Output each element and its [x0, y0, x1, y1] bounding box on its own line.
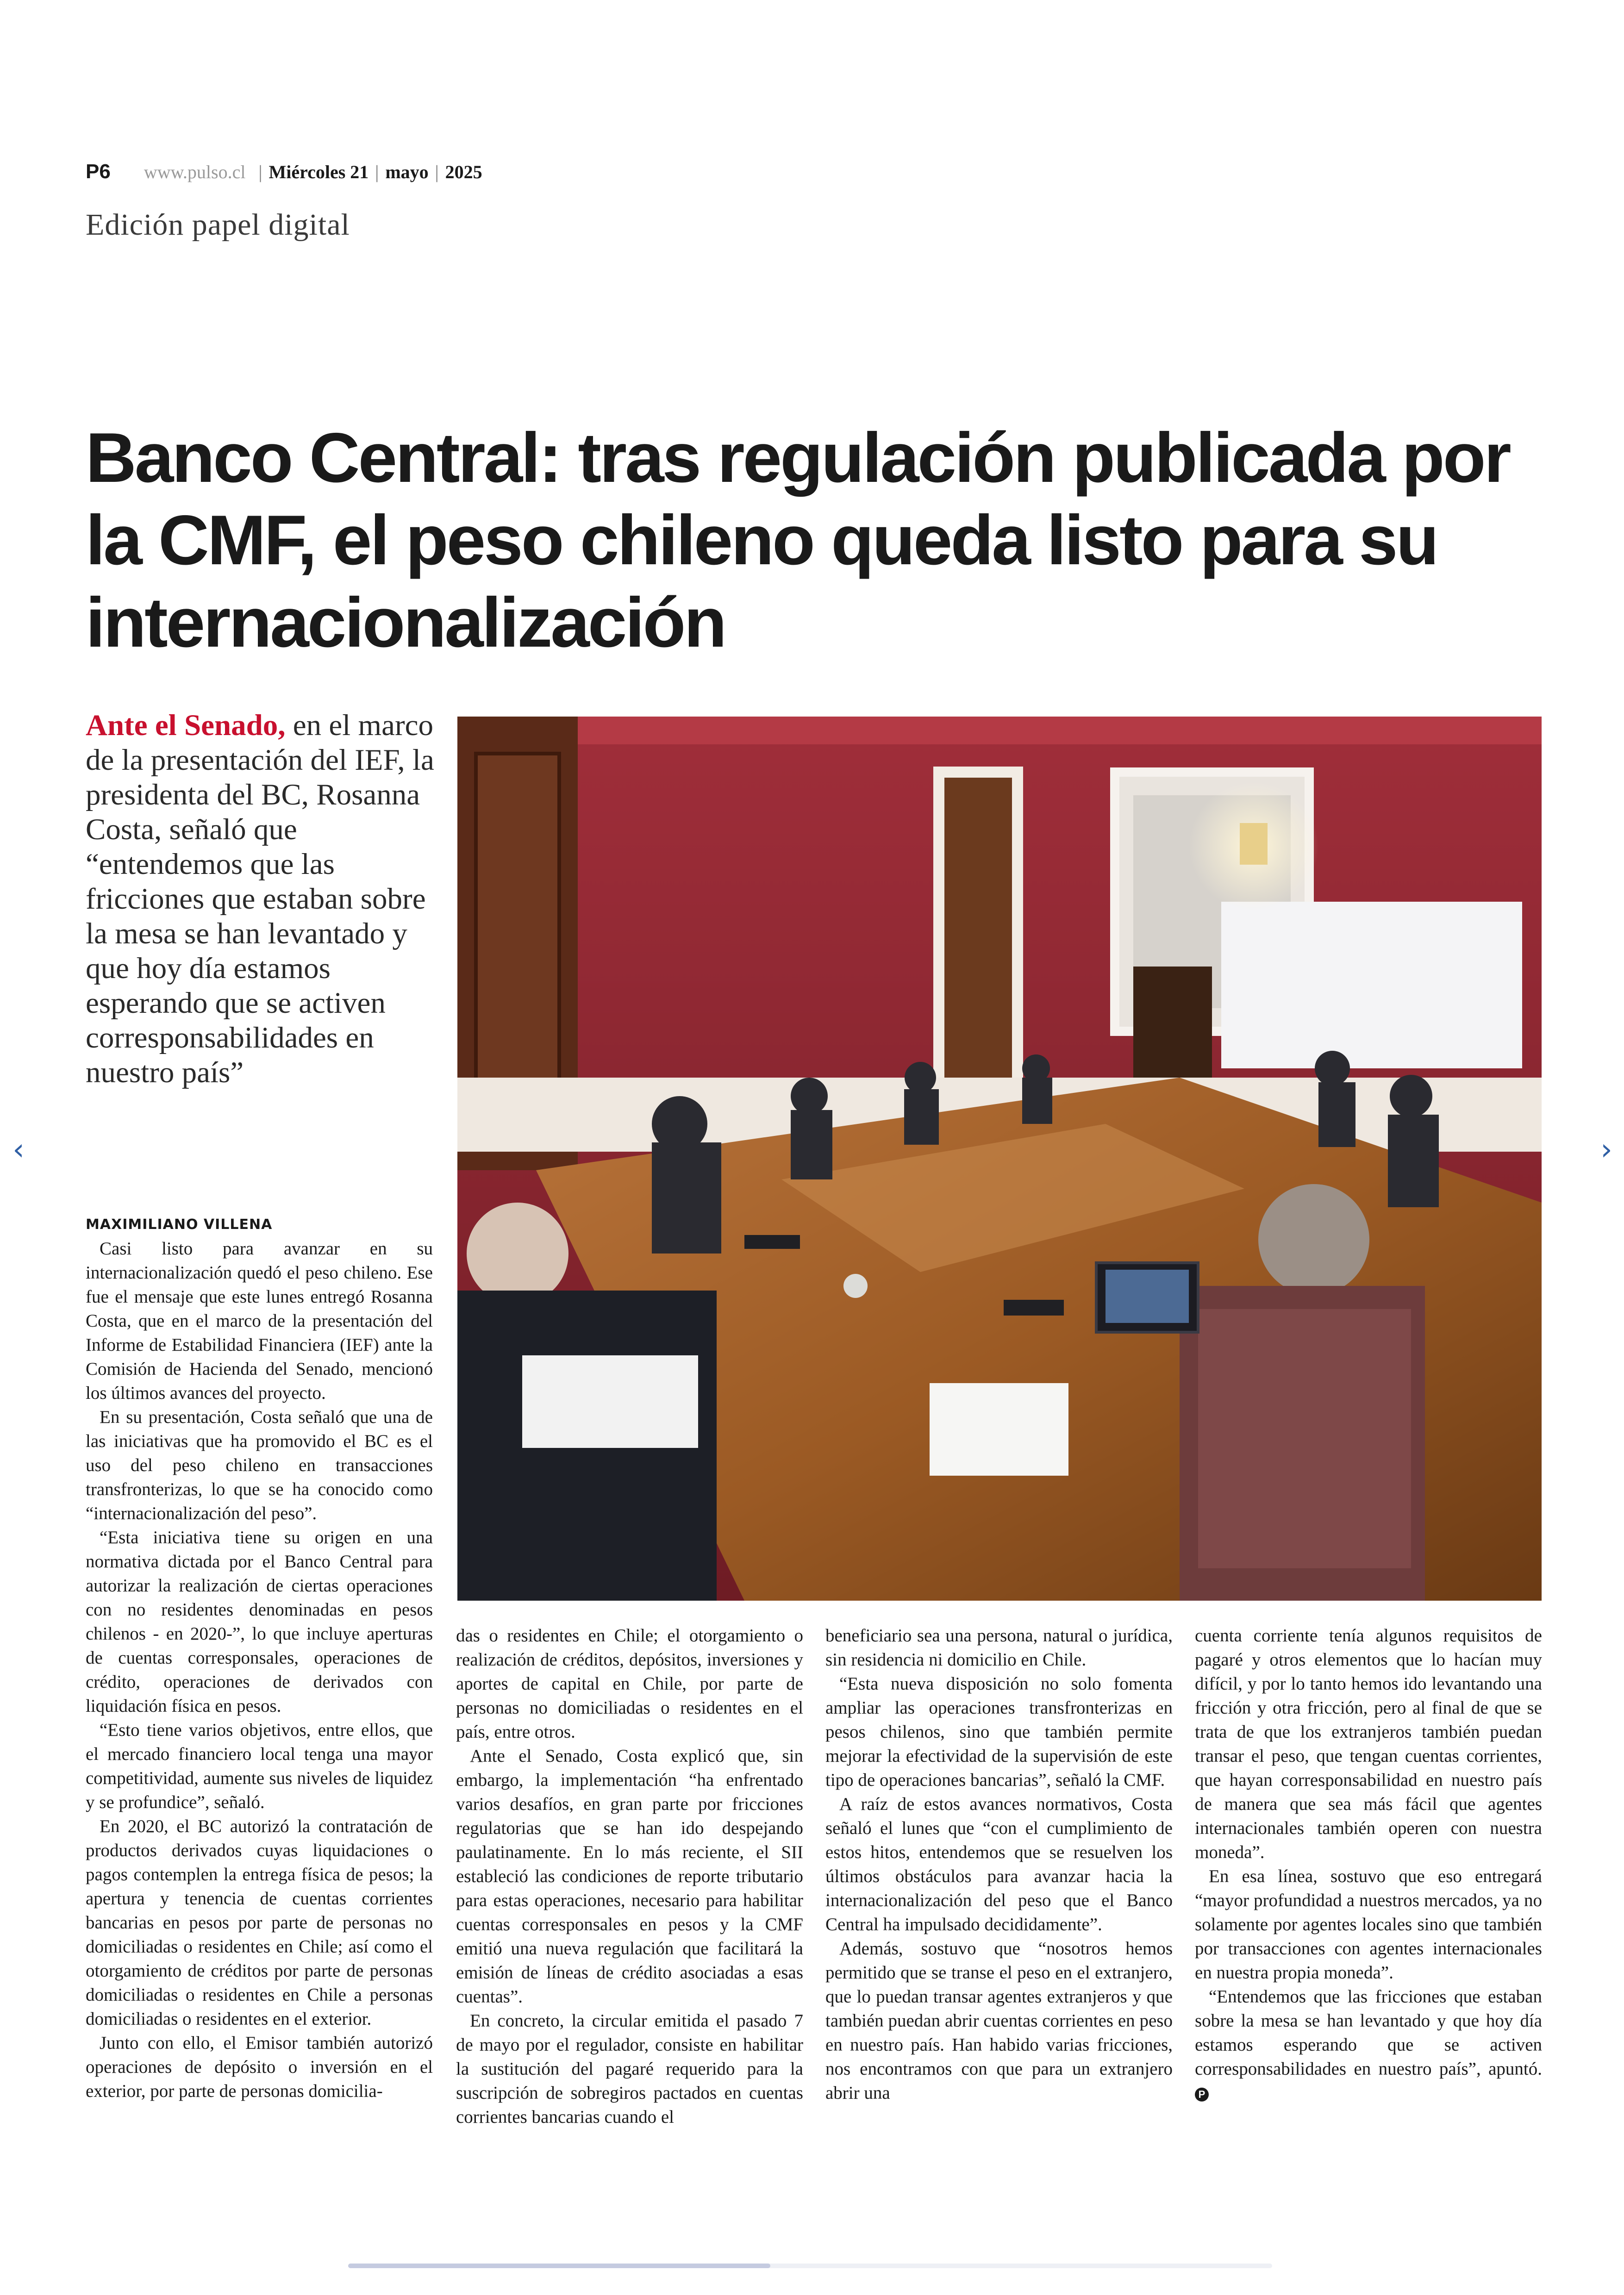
paragraph: “Esta nueva disposición no solo fomenta ampliar las operaciones transfronterizas en pesos chilenos, sino que también permite mejorar la efectividad de la supervisión de este tipo de operaciones bancarias”, señaló la CMF.	[825, 1674, 1173, 1790]
edition-label: Edición papel digital	[86, 208, 350, 242]
center-door	[939, 772, 1018, 1105]
article-headline: Banco Central: tras regulación publicada por la CMF, el peso chileno queda listo para su internacionalización	[86, 418, 1510, 662]
byline: MAXIMILIANO VILLENA	[86, 1216, 273, 1233]
papers	[930, 1383, 1068, 1476]
deck-lead: Ante el Senado,	[86, 709, 286, 742]
paragraph: beneficiario sea una persona, natural o jurídica, sin residencia ni domicilio en Chile.	[825, 1626, 1173, 1670]
article-deck	[86, 708, 437, 1090]
paragraph-text: “Entendemos que las fricciones que estaban sobre la mesa se han levantado y que hoy día estamos esperando que se activen corresponsabilidades en nuestro país”, apuntó.	[1195, 1987, 1542, 2079]
paragraph: En 2020, el BC autorizó la contratación de productos derivados cuyas liquidaciones o pagos contemplen la entrega física de pesos; la apertura y tenencia de cuentas corrientes bancarias en pesos por parte de personas no domiciliadas o residentes en Chile; así como el otorgamiento de créditos por parte de personas domiciliadas o residentes en Chile a personas domiciliadas o residentes en el exterior.	[86, 1816, 433, 2029]
paragraph: En su presentación, Costa señaló que una de las iniciativas que ha promovido el BC es el uso del peso chileno en transacciones transfronterizas, lo que se ha conocido como “internacionalización del peso”.	[86, 1407, 433, 1523]
end-of-article-icon: P	[1195, 2088, 1209, 2102]
paragraph: das o residentes en Chile; el otorgamiento o realización de créditos, depósitos, inversiones y aportes de capital en Chile, por parte de personas no domiciliadas o residentes en el país, entre otros.	[456, 1626, 803, 1742]
microphone-base-2	[1004, 1300, 1064, 1316]
paragraph: En esa línea, sostuvo que eso entregará “mayor profundidad a nuestros mercados, ya no solamente por agentes locales sino que también por transacciones con agentes internacionales en nuestra propia moneda”.	[1195, 1866, 1542, 1983]
site-url[interactable]: www.pulso.cl	[144, 162, 246, 182]
paragraph: Casi listo para avanzar en su internacionalización quedó el peso chileno. Ese fue el mensaje que este lunes entregó Rosanna Costa, que en el marco de la presentación del Informe de Estabilidad Financiera (IEF) ante la Comisión de Hacienda del Senado, mencionó los últimos avances del proyecto.	[86, 1239, 433, 1403]
left-door-panel	[476, 754, 559, 1133]
paragraph	[1195, 1985, 1542, 2105]
paragraph: A raíz de estos avances normativos, Costa señaló el lunes que “con el cumplimiento de estos hitos, entendemos que se resuelven los últimos obstáculos para avanzar hacia la internacionalización del peso que el Banco Central ha impulsado decididamente”.	[825, 1794, 1173, 1934]
folio-separator: |	[435, 162, 439, 182]
folio-separator: |	[258, 162, 262, 182]
paragraph: En concreto, la circular emitida el pasado 7 de mayo por el regulador, consiste en habilitar la sustitución del pagaré requerido para la suscripción de sobregiros pactados en cuentas corrientes bancarias cuando el	[456, 2011, 803, 2127]
horizontal-scrollbar-thumb[interactable]	[348, 2264, 770, 2268]
microphone-base-1	[744, 1235, 800, 1249]
paragraph: “Esta iniciativa tiene su origen en una normativa dictada por el Banco Central para autorizar la realización de ciertas operaciones con no residentes denominadas en pesos chilenos - en 2020-”, lo que incluye aperturas de cuentas corresponsales, operaciones de crédito, operaciones de derivados con liquidación física en pesos.	[86, 1528, 433, 1716]
bookcase	[1133, 967, 1212, 1096]
page-number: P6	[86, 160, 111, 183]
paragraph: cuenta corriente tenía algunos requisitos de pagaré y otros elementos que lo hacían muy difícil, y por lo tanto hemos ido levantando una fricción y otra fricción, pero al final de que se trata de que los extranjeros también puedan transar el peso, que tengan cuentas corrientes, que hayan corresponsabilidad en nuestro país de manera que sea más fácil que agentes internacionales también operen con nuestra moneda”.	[1195, 1626, 1542, 1862]
folio-year: 2025	[445, 162, 482, 182]
previous-page-button[interactable]: ‹	[12, 1133, 25, 1167]
chandelier	[1240, 823, 1268, 865]
ceiling	[457, 717, 1542, 744]
text-column-4	[1195, 1624, 1542, 2135]
paragraph: “Esto tiene varios objetivos, entre ellos, que el mercado financiero local tenga una mayor competitividad, aumente sus niveles de liquidez y se profundice”, señaló.	[86, 1720, 433, 1812]
laptop-screen	[1106, 1270, 1189, 1323]
deck-text: en el marco de la presentación del IEF, la presidenta del BC, Rosanna Costa, señaló que “entendemos que las fricciones que estaban sobre la mesa se han levantado y que hoy día estamos esperando que se activen corresponsabilidades en nuestro país”	[86, 709, 434, 1089]
projection-screen	[1221, 902, 1522, 1068]
paragraph: Junto con ello, el Emisor también autorizó operaciones de depósito o inversión en el exterior, por parte de personas domicilia-	[86, 2033, 433, 2101]
next-page-button[interactable]: ›	[1600, 1133, 1612, 1167]
article-photo	[457, 717, 1542, 1601]
page-folio	[86, 160, 482, 183]
text-column-1	[86, 1237, 433, 2135]
folio-day: Miércoles 21	[269, 162, 369, 182]
folio-separator: |	[375, 162, 379, 182]
senate-hearing-photo	[457, 717, 1542, 1601]
paragraph: Además, sostuvo que “nosotros hemos permitido que se transe el peso en el extranjero, que lo puedan transar agentes extranjeros y que también puedan abrir cuentas corrientes en peso en nuestro país. Han habido varias fricciones, nos encontramos con que para un extranjero abrir una	[825, 1939, 1173, 2103]
text-column-3	[825, 1624, 1173, 2135]
paragraph: Ante el Senado, Costa explicó que, sin embargo, la implementación “ha enfrentado varios desafíos, en gran parte por fricciones regulatorias que se han ido despejando paulatinamente. En lo más reciente, el SII estableció las condiciones de reporte tributario para estas operaciones, necesario para habilitar cuentas corresponsales en pesos y la CMF emitió una nueva regulación que facilitará la emisión de líneas de crédito asociadas a esas cuentas”.	[456, 1746, 803, 2007]
water-glass	[843, 1274, 868, 1298]
folio-month: mayo	[385, 162, 429, 182]
text-column-2	[456, 1624, 803, 2135]
